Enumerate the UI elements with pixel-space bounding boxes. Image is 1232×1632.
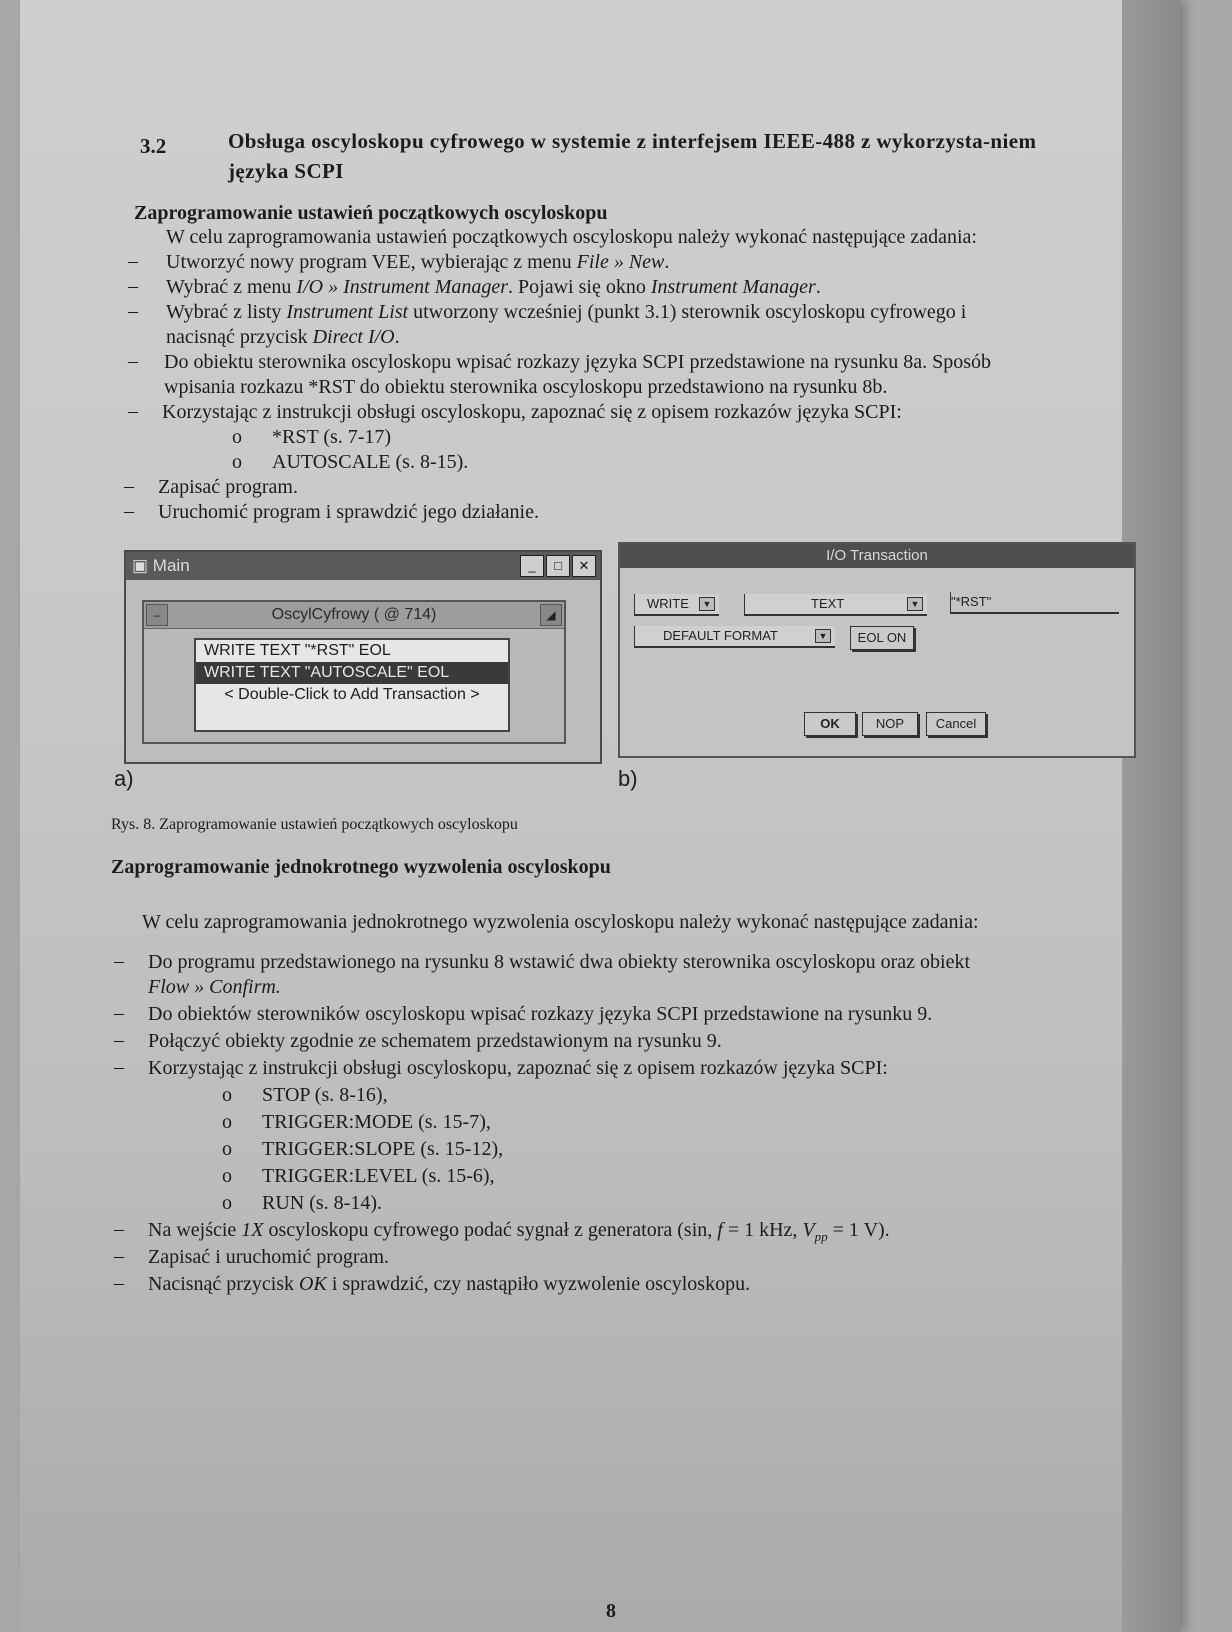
dash: – bbox=[124, 500, 134, 522]
command-item: o *RST (s. 7-17) bbox=[232, 426, 392, 448]
dash: – bbox=[128, 300, 138, 322]
part2-step5: Na wejście 1X oscyloskopu cyfrowego podać sygnał z generatora (sin, f = 1 kHz, $V_{pp} = 1$ V). bbox=[148, 1219, 890, 1244]
minimize-button[interactable]: _ bbox=[520, 555, 544, 577]
oscilloscope-object[interactable] bbox=[142, 600, 566, 744]
object-title: OscylCyfrowy ( @ 714) bbox=[271, 606, 437, 623]
ok-button[interactable]: OK bbox=[804, 712, 856, 736]
type-select[interactable] bbox=[744, 594, 927, 616]
io-transaction-dialog bbox=[618, 542, 1136, 758]
figure-caption: Rys. 8. Zaprogramowanie ustawień początkowych oscyloskopu bbox=[111, 816, 518, 833]
dash: – bbox=[128, 400, 138, 422]
object-minimize-button[interactable]: ◢ bbox=[540, 604, 562, 626]
part2-intro: W celu zaprogramowania jednokrotnego wyzwolenia oscyloskopu należy wykonać następujące zadania: bbox=[142, 911, 979, 933]
part2-step6: Zapisać i uruchomić program. bbox=[148, 1246, 390, 1268]
command-item: o TRIGGER:SLOPE (s. 15-12), bbox=[222, 1138, 504, 1160]
part2-step1-cont: Flow » Confirm. bbox=[148, 976, 281, 998]
transaction-row-selected[interactable]: WRITE TEXT "AUTOSCALE" EOL bbox=[196, 662, 508, 684]
cancel-button[interactable]: Cancel bbox=[926, 712, 986, 736]
part2-step3: Połączyć obiekty zgodnie ze schematem przedstawionym na rysunku 9. bbox=[148, 1030, 722, 1052]
dash: – bbox=[124, 475, 134, 497]
transaction-list[interactable] bbox=[194, 638, 510, 732]
step-direct-io: nacisnąć przycisk Direct I/O. bbox=[166, 326, 400, 348]
dash: – bbox=[114, 1029, 124, 1051]
dash: – bbox=[128, 250, 138, 272]
step-save: Zapisać program. bbox=[158, 476, 298, 498]
transaction-row[interactable]: WRITE TEXT "*RST" EOL bbox=[204, 642, 391, 659]
part2-step2: Do obiektów sterowników oscyloskopu wpisać rozkazy języka SCPI przedstawione na rysunku 9. bbox=[148, 1003, 933, 1025]
value-text: "*RST" bbox=[951, 594, 992, 609]
command-item: o TRIGGER:LEVEL (s. 15-6), bbox=[222, 1165, 495, 1187]
step-scpi-line1: Do obiektu sterownika oscyloskopu wpisać rozkazy języka SCPI przedstawione na rysunku 8a. Sposób bbox=[164, 351, 992, 373]
figure-a-label: a) bbox=[114, 766, 134, 791]
part2-step1: Do programu przedstawionego na rysunku 8 wstawić dwa obiekty sterownika oscyloskopu oraz obiekt bbox=[148, 951, 971, 973]
figure-b-label: b) bbox=[618, 766, 638, 791]
main-window bbox=[124, 550, 602, 764]
dash: – bbox=[128, 275, 138, 297]
step-instrument-list: Wybrać z listy Instrument List utworzony wcześniej (punkt 3.1) sterownik oscyloskopu cyfrowego i bbox=[166, 301, 967, 323]
command-item: o TRIGGER:MODE (s. 15-7), bbox=[222, 1111, 491, 1133]
document-icon: ▣ bbox=[132, 556, 153, 575]
part2-step7: Nacisnąć przycisk OK i sprawdzić, czy nastąpiło wyzwolenie oscyloskopu. bbox=[148, 1273, 751, 1295]
format-value: DEFAULT FORMAT bbox=[663, 628, 778, 643]
chevron-down-icon: ▼ bbox=[907, 597, 923, 611]
object-menu-button[interactable]: – bbox=[146, 604, 168, 626]
dash: – bbox=[114, 1056, 124, 1078]
eol-toggle-button[interactable]: EOL ON bbox=[850, 626, 914, 650]
close-button[interactable]: ✕ bbox=[572, 555, 596, 577]
section-number: 3.2 bbox=[140, 134, 167, 158]
page-edge bbox=[1122, 0, 1180, 1632]
part1-intro: W celu zaprogramowania ustawień początkowych oscyloskopu należy wykonać następujące zadania: bbox=[166, 226, 977, 248]
dialog-titlebar: I/O Transaction bbox=[620, 544, 1134, 568]
step-run: Uruchomić program i sprawdzić jego działanie. bbox=[158, 501, 539, 523]
step-manual: Korzystając z instrukcji obsługi oscyloskopu, zapoznać się z opisem rozkazów języka SCPI: bbox=[162, 401, 902, 423]
object-titlebar[interactable] bbox=[144, 602, 564, 629]
step-instrument-manager: Wybrać z menu I/O » Instrument Manager. Pojawi się okno Instrument Manager. bbox=[166, 276, 821, 298]
command-item: o AUTOSCALE (s. 8-15). bbox=[232, 451, 469, 473]
dash: – bbox=[114, 1245, 124, 1267]
maximize-button[interactable]: □ bbox=[546, 555, 570, 577]
value-input[interactable] bbox=[950, 592, 1119, 614]
part2-heading: Zaprogramowanie jednokrotnego wyzwolenia oscyloskopu bbox=[111, 856, 611, 878]
dash: – bbox=[114, 1002, 124, 1024]
main-window-title: Main bbox=[152, 556, 190, 575]
dash: – bbox=[128, 350, 138, 372]
step-new-program: Utworzyć nowy program VEE, wybierając z menu File » New. bbox=[166, 251, 670, 273]
type-value: TEXT bbox=[811, 596, 845, 611]
part2-step4: Korzystając z instrukcji obsługi oscyloskopu, zapoznać się z opisem rozkazów języka SCPI: bbox=[148, 1057, 888, 1079]
dash: – bbox=[114, 950, 124, 972]
command-item: o STOP (s. 8-16), bbox=[222, 1084, 388, 1106]
dash: – bbox=[114, 1272, 124, 1294]
action-select[interactable] bbox=[634, 594, 719, 616]
nop-button[interactable]: NOP bbox=[862, 712, 918, 736]
page-number: 8 bbox=[606, 1600, 616, 1622]
action-value: WRITE bbox=[647, 596, 689, 611]
main-window-titlebar bbox=[126, 552, 600, 580]
section-title: Obsługa oscyloskopu cyfrowego w systemie z interfejsem IEEE-488 z wykorzysta-niem języka SCPI bbox=[228, 129, 1037, 183]
add-transaction-hint[interactable]: < Double-Click to Add Transaction > bbox=[224, 686, 480, 703]
format-select[interactable] bbox=[634, 626, 835, 648]
chevron-down-icon: ▼ bbox=[815, 629, 831, 643]
dash: – bbox=[114, 1218, 124, 1240]
step-scpi-line2: wpisania rozkazu *RST do obiektu sterownika oscyloskopu przedstawiono na rysunku 8b. bbox=[164, 376, 888, 398]
command-item: o RUN (s. 8-14). bbox=[222, 1192, 382, 1214]
part1-heading: Zaprogramowanie ustawień początkowych oscyloskopu bbox=[134, 202, 608, 224]
chevron-down-icon: ▼ bbox=[699, 597, 715, 611]
